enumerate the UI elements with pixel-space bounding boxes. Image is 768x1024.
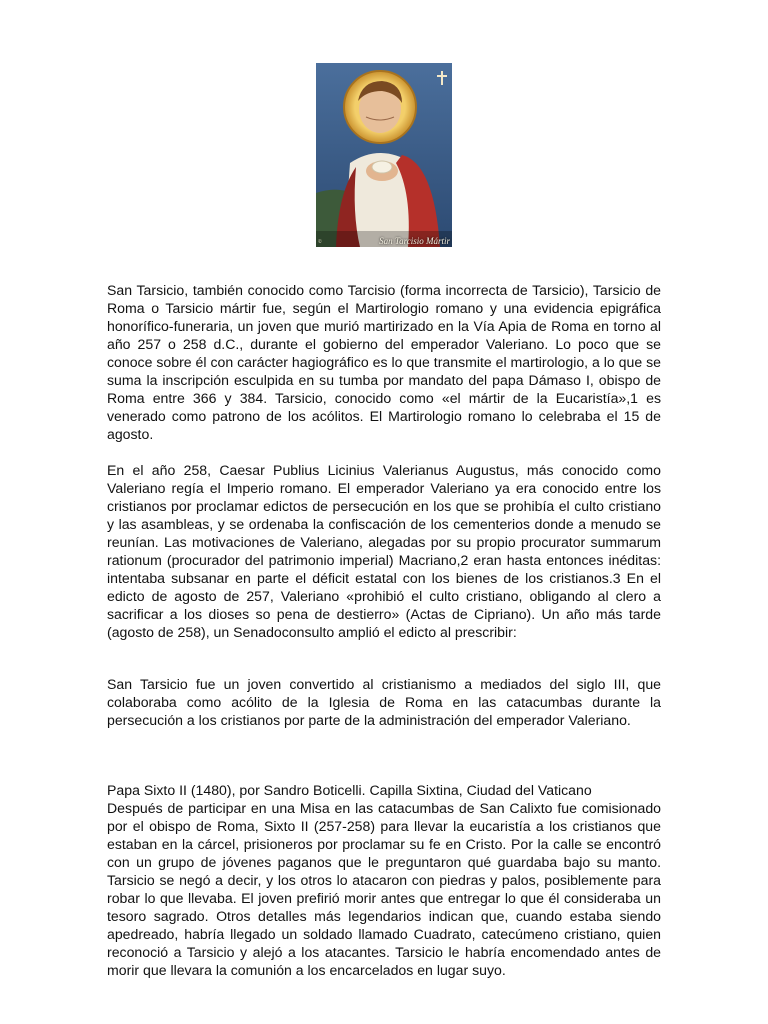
paragraph-acolyte: San Tarsicio fue un joven convertido al cristianismo a mediados del siglo III, que colaboraba como acólito de la Iglesia de Roma en las catacumbas durante la persecución a los cristianos por parte de la administración del emperador Valeriano. xyxy=(107,676,661,728)
saint-tarsicio-illustration xyxy=(316,63,452,247)
illustration-caption: San Tarcisio Mártir xyxy=(379,236,450,246)
paragraph-martyrdom-section xyxy=(107,781,661,979)
image-caption-sixto: Papa Sixto II (1480), por Sandro Boticelli. Capilla Sixtina, Ciudad del Vaticano xyxy=(107,782,592,798)
paragraph-martyrdom: Después de participar en una Misa en las catacumbas de San Calixto fue comisionado por el obispo de Roma, Sixto II (257-258) para llevar la eucaristía a los cristianos que estaban en la cárcel, prisioneros por proclamar su fe en Cristo. Por la calle se encontró con un grupo de jóvenes paganos que le preguntaron qué guardaba bajo su manto. Tarsicio se negó a decir, y los otros lo atacaron con piedras y palos, posiblemente para robar lo que llevaba. El joven prefirió morir antes que entregar lo que él consideraba un tesoro sagrado. Otros detalles más legendarios indican que, cuando estaba siendo apedreado, habría llegado un soldado llamado Cuadrato, catecúmeno cristiano, quien reconoció a Tarsicio y alejó a los atacantes. Tarsicio le habría encomendado antes de morir que llevara la comunión a los encarcelados en lugar suyo. xyxy=(107,800,661,978)
saint-painting-icon xyxy=(316,63,452,247)
paragraph-valeriano: En el año 258, Caesar Publius Licinius Valerianus Augustus, más conocido como Valeriano regía el Imperio romano. El emperador Valeriano ya era conocido entre los cristianos por proclamar edictos de persecución en los que se prohibía el culto cristiano y las asambleas, y se ordenaba la confiscación de los cementerios donde a menudo se reunían. Las motivaciones de Valeriano, alegadas por su propio procurator summarum rationum (procurador del patrimonio imperial) Macriano,2 eran hasta entonces inéditas: intentaba subsanar en parte el déficit estatal con los bienes de los cristianos.3 En el edicto de agosto de 257, Valeriano «prohibió el culto cristiano, obligando al clero a sacrificar a los dioses so pena de destierro» (Actas de Cipriano). Un año más tarde (agosto de 258), un Senadoconsulto amplió el edicto al prescribir: xyxy=(107,462,661,640)
paragraph-intro: San Tarsicio, también conocido como Tarcisio (forma incorrecta de Tarsicio), Tarsicio de Roma o Tarsicio mártir fue, según el Martirologio romano y una evidencia epigráfica honorífico-funeraria, un joven que murió martirizado en la Vía Apia de Roma en torno al año 257 o 258 d.C., durante el gobierno del emperador Valeriano. Lo poco que se conoce sobre él con carácter hagiográfico es lo que transmite el martirologio, a lo que se suma la inscripción esculpida en su tumba por mandato del papa Dámaso I, obispo de Roma entre 366 y 384. Tarsicio, conocido como «el mártir de la Eucaristía»,1 es venerado como patrono de los acólitos. El Martirologio romano lo celebraba el 15 de agosto. xyxy=(107,282,661,442)
illustration-mark: © xyxy=(318,240,322,245)
